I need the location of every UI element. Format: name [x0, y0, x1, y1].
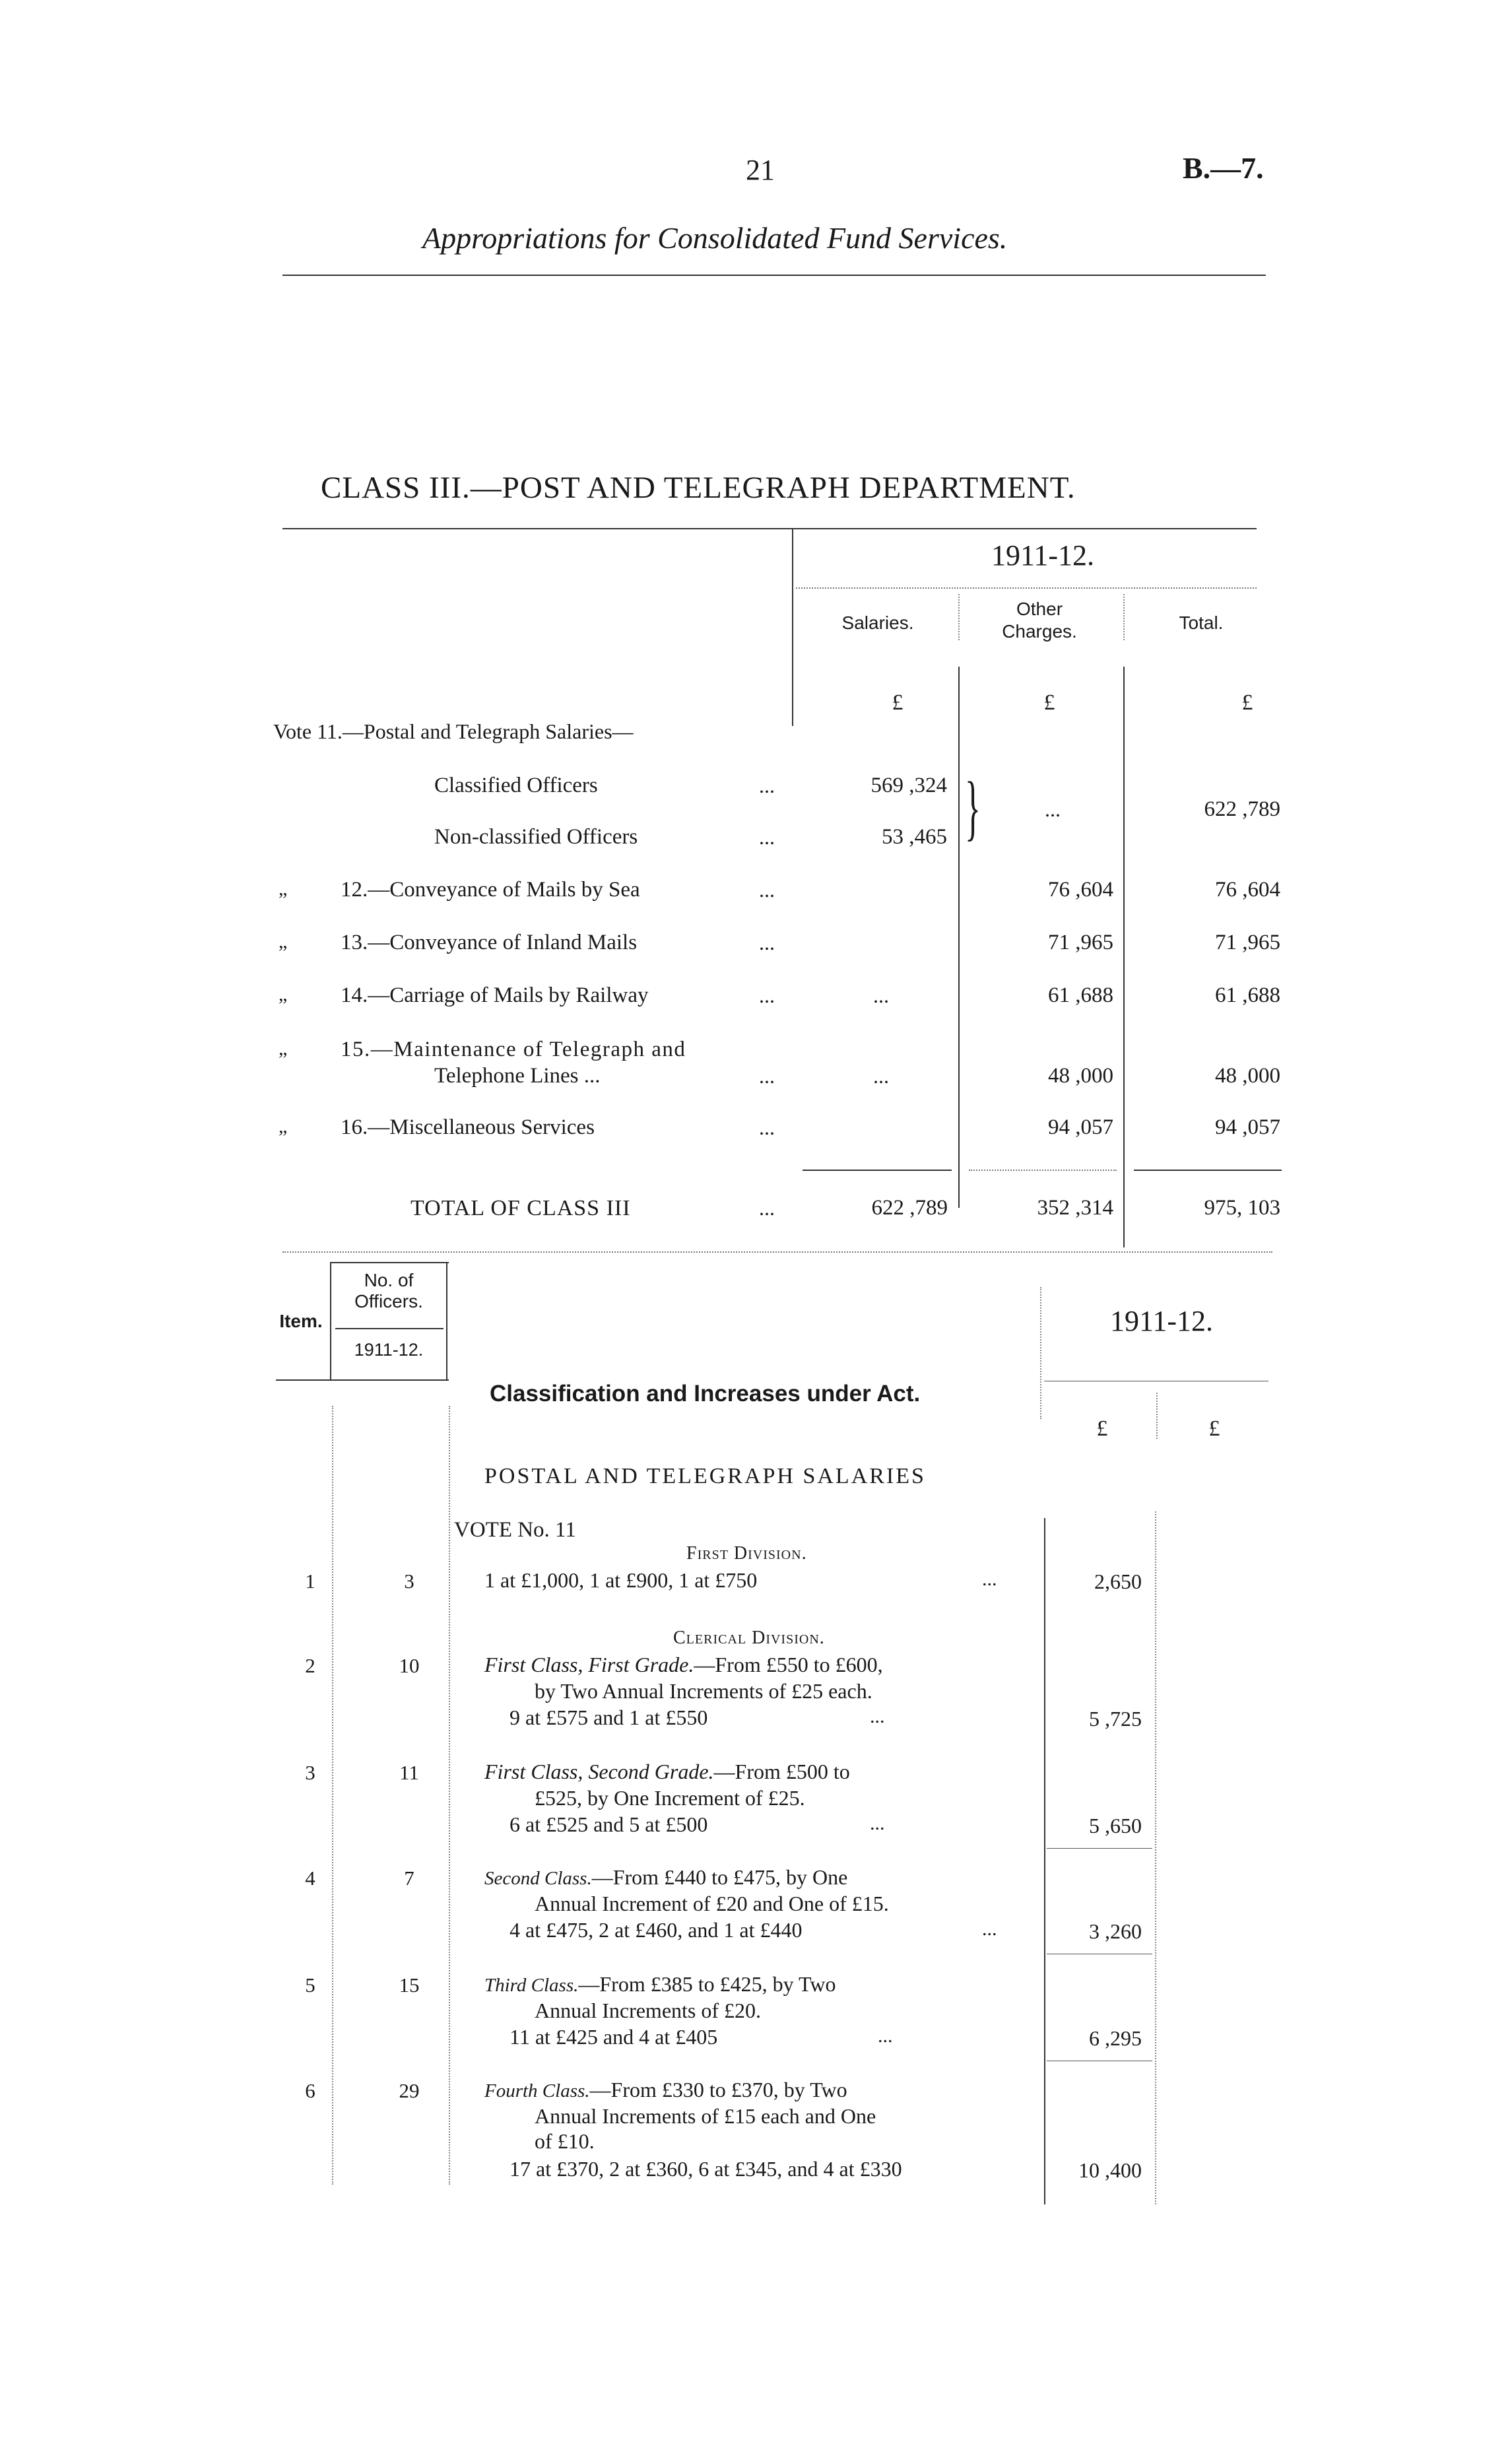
item-number: 5	[305, 1973, 315, 1997]
currency-sep	[1156, 1393, 1158, 1439]
row-label: 16.—Miscellaneous Services	[341, 1115, 595, 1139]
col-item: Item.	[279, 1311, 323, 1331]
row-dots: ...	[759, 931, 775, 954]
officer-count: 7	[404, 1867, 414, 1890]
item-detail-line: 11 at £425 and 4 at £405	[509, 2025, 718, 2049]
item-detail-line: of £10.	[535, 2129, 595, 2153]
item-detail-line	[484, 2078, 847, 2102]
document-reference: B.—7.	[1183, 151, 1264, 185]
col-sep-1	[958, 594, 960, 640]
row-salaries: ...	[873, 983, 889, 1007]
amount-separator	[1047, 1848, 1152, 1849]
row-other: 76 ,604	[1048, 878, 1113, 902]
summary-year: 1911-12.	[991, 539, 1095, 572]
col-officers	[331, 1270, 446, 1312]
row-total: 76 ,604	[1215, 878, 1280, 902]
row-total: 94 ,057	[1215, 1115, 1280, 1139]
row-total: 61 ,688	[1215, 983, 1280, 1007]
item-detail-line: by Two Annual Increments of £25 each.	[535, 1679, 872, 1703]
item-number: 6	[305, 2079, 315, 2102]
currency-1: £	[1096, 1416, 1108, 1441]
item-dots: ...	[982, 1568, 997, 1590]
item-amount: 6 ,295	[1089, 2026, 1142, 2050]
total-other: 352 ,314	[1037, 1196, 1113, 1220]
item-detail-line	[484, 1972, 836, 1997]
classified-dots: ...	[759, 774, 775, 797]
class-title: Second Class.	[484, 1868, 592, 1889]
summary-bottom-rule	[282, 1251, 1272, 1253]
vote11-label: Vote 11.—Postal and Telegraph Salaries—	[273, 719, 634, 743]
row-total: 71 ,965	[1215, 931, 1280, 954]
row-dots: ...	[759, 1064, 775, 1088]
currency-total: £	[1241, 690, 1253, 715]
ditto-mark: „	[279, 983, 288, 1005]
row-total: 48 ,000	[1215, 1064, 1280, 1088]
item-detail-line: 9 at £575 and 1 at £550	[509, 1705, 708, 1729]
header-rule	[282, 275, 1266, 276]
col-total: Total.	[1179, 612, 1224, 633]
item-detail-line: Annual Increments of £20.	[535, 1999, 762, 2022]
class-title: Fourth Class.	[484, 2080, 590, 2101]
item-dots: ...	[870, 1812, 885, 1834]
item-detail-line: 17 at £370, 2 at £360, 6 at £345, and 4 at £330	[509, 2157, 902, 2181]
vote11-other: ...	[1045, 797, 1061, 821]
class-range: —From £385 to £425, by Two	[578, 1972, 836, 1996]
officer-count: 11	[399, 1761, 419, 1784]
item-number: 3	[305, 1761, 315, 1784]
col-other-charges	[957, 598, 1122, 643]
officers-col-rule	[446, 1262, 447, 1381]
ditto-mark: „	[279, 1038, 288, 1059]
row-label: 14.—Carriage of Mails by Railway	[341, 983, 649, 1007]
nonclassified-label: Non-classified Officers	[434, 825, 638, 849]
total-label: TOTAL OF CLASS III	[411, 1196, 631, 1220]
col-sep-2	[1123, 594, 1125, 640]
item-amount: 2,650	[1094, 1570, 1142, 1593]
total-salaries: 622 ,789	[871, 1196, 948, 1220]
item-number: 1	[305, 1570, 315, 1593]
subtotal-rule-salaries	[803, 1170, 952, 1171]
col-rule-other	[1123, 667, 1125, 1247]
col-rule-salaries	[958, 667, 960, 1208]
item-number: 4	[305, 1867, 315, 1890]
subtotal-rule-total	[1134, 1170, 1282, 1171]
officer-count: 3	[404, 1570, 414, 1593]
item-number: 2	[305, 1654, 315, 1677]
col-other-line1: Other	[1016, 599, 1063, 619]
item-detail-line: Annual Increment of £20 and One of £15.	[535, 1892, 889, 1915]
vote11-total: 622 ,789	[1204, 797, 1280, 821]
officer-count: 15	[399, 1973, 420, 1997]
row-dots: ...	[759, 1115, 775, 1139]
row-dots: ...	[759, 878, 775, 902]
item-detail-line	[484, 1865, 847, 1890]
row-other: 61 ,688	[1048, 983, 1113, 1007]
ditto-mark: „	[279, 878, 288, 900]
item-dots: ...	[870, 1705, 885, 1727]
first-division-heading: First Division.	[686, 1543, 807, 1564]
col-year: 1911-12.	[1109, 1305, 1214, 1337]
item-detail-line	[484, 1760, 1032, 1784]
section-title: POSTAL AND TELEGRAPH SALARIES	[484, 1464, 926, 1488]
currency-2: £	[1208, 1416, 1220, 1441]
item-detail-line	[484, 1653, 883, 1677]
row-label: 15.—Maintenance of Telegraph and	[341, 1038, 686, 1061]
summary-divider	[792, 528, 793, 726]
item-amount: 10 ,400	[1078, 2158, 1142, 2182]
amount-col-right-rule	[1155, 1511, 1156, 2204]
class-title: CLASS III.—POST AND TELEGRAPH DEPARTMENT.	[321, 471, 1076, 505]
item-detail-line: Annual Increments of £15 each and One	[535, 2104, 876, 2128]
row-label-continued: Telephone Lines ...	[434, 1064, 601, 1088]
item-dots: ...	[878, 2025, 893, 2047]
col-other-line2: Charges.	[1002, 621, 1077, 642]
col-officers-line1: No. of	[364, 1270, 414, 1290]
row-label: 13.—Conveyance of Inland Mails	[341, 931, 638, 954]
item-detail-line: £525, by One Increment of £25.	[535, 1786, 805, 1810]
class-title: First Class, Second Grade.	[484, 1760, 714, 1783]
item-detail-line: 4 at £475, 2 at £460, and 1 at £440	[509, 1918, 803, 1942]
nonclassified-dots: ...	[759, 825, 775, 849]
row-other: 48 ,000	[1048, 1064, 1113, 1088]
class-range: —From £440 to £475, by One	[591, 1865, 848, 1889]
page-number: 21	[746, 154, 775, 186]
item-col-body-rule	[332, 1406, 333, 2185]
ditto-mark: „	[279, 931, 288, 952]
subtotal-rule-other	[969, 1170, 1117, 1171]
amount-col-left-rule	[1044, 1518, 1045, 2204]
year-col-rule	[1040, 1287, 1041, 1419]
row-dots: ...	[759, 983, 775, 1007]
classified-salaries: 569 ,324	[871, 774, 947, 797]
row-other: 71 ,965	[1048, 931, 1113, 954]
class-range: —From £550 to £600,	[694, 1653, 883, 1676]
row-label: 12.—Conveyance of Mails by Sea	[341, 878, 640, 902]
currency-salaries: £	[892, 690, 904, 715]
item-detail-line: 6 at £525 and 5 at £500	[509, 1812, 708, 1836]
summary-year-rule	[796, 587, 1257, 589]
item-amount: 3 ,260	[1089, 1919, 1142, 1943]
total-total: 975, 103	[1204, 1196, 1280, 1220]
class-range: —From £330 to £370, by Two	[589, 2078, 847, 2101]
col-salaries: Salaries.	[841, 612, 914, 633]
classified-label: Classified Officers	[434, 774, 598, 797]
officers-top-rule	[330, 1262, 449, 1263]
class-title: Third Class.	[484, 1975, 579, 1996]
officer-count: 29	[399, 2079, 420, 2102]
officer-count: 10	[399, 1654, 420, 1677]
brace-right: }	[965, 767, 981, 847]
row-salaries: ...	[873, 1064, 889, 1088]
running-title: Appropriations for Consolidated Fund Services.	[422, 221, 1008, 255]
col-heading: Classification and Increases under Act.	[490, 1381, 921, 1406]
col-officers-year: 1911-12.	[354, 1340, 424, 1360]
ditto-mark: „	[279, 1115, 288, 1137]
nonclassified-salaries: 53 ,465	[882, 825, 947, 849]
class-range: —From £500 to	[713, 1760, 850, 1783]
currency-other: £	[1043, 690, 1055, 715]
item-amount: 5 ,725	[1089, 1707, 1142, 1731]
item-header-bottom-rule	[276, 1379, 449, 1381]
item-dots: ...	[982, 1918, 997, 1940]
col-officers-line2: Officers.	[354, 1291, 423, 1311]
clerical-division-heading: Clerical Division.	[673, 1628, 825, 1648]
summary-top-rule	[282, 528, 1257, 529]
officers-col-body-rule	[449, 1406, 450, 2185]
class-title: First Class, First Grade.	[484, 1653, 694, 1676]
item-amount: 5 ,650	[1089, 1814, 1142, 1837]
vote-label: VOTE No. 11	[454, 1518, 576, 1542]
row-other: 94 ,057	[1048, 1115, 1113, 1139]
total-dots: ...	[759, 1196, 775, 1220]
item-detail-line: 1 at £1,000, 1 at £900, 1 at £750	[484, 1568, 758, 1592]
officers-year-rule	[335, 1328, 444, 1329]
